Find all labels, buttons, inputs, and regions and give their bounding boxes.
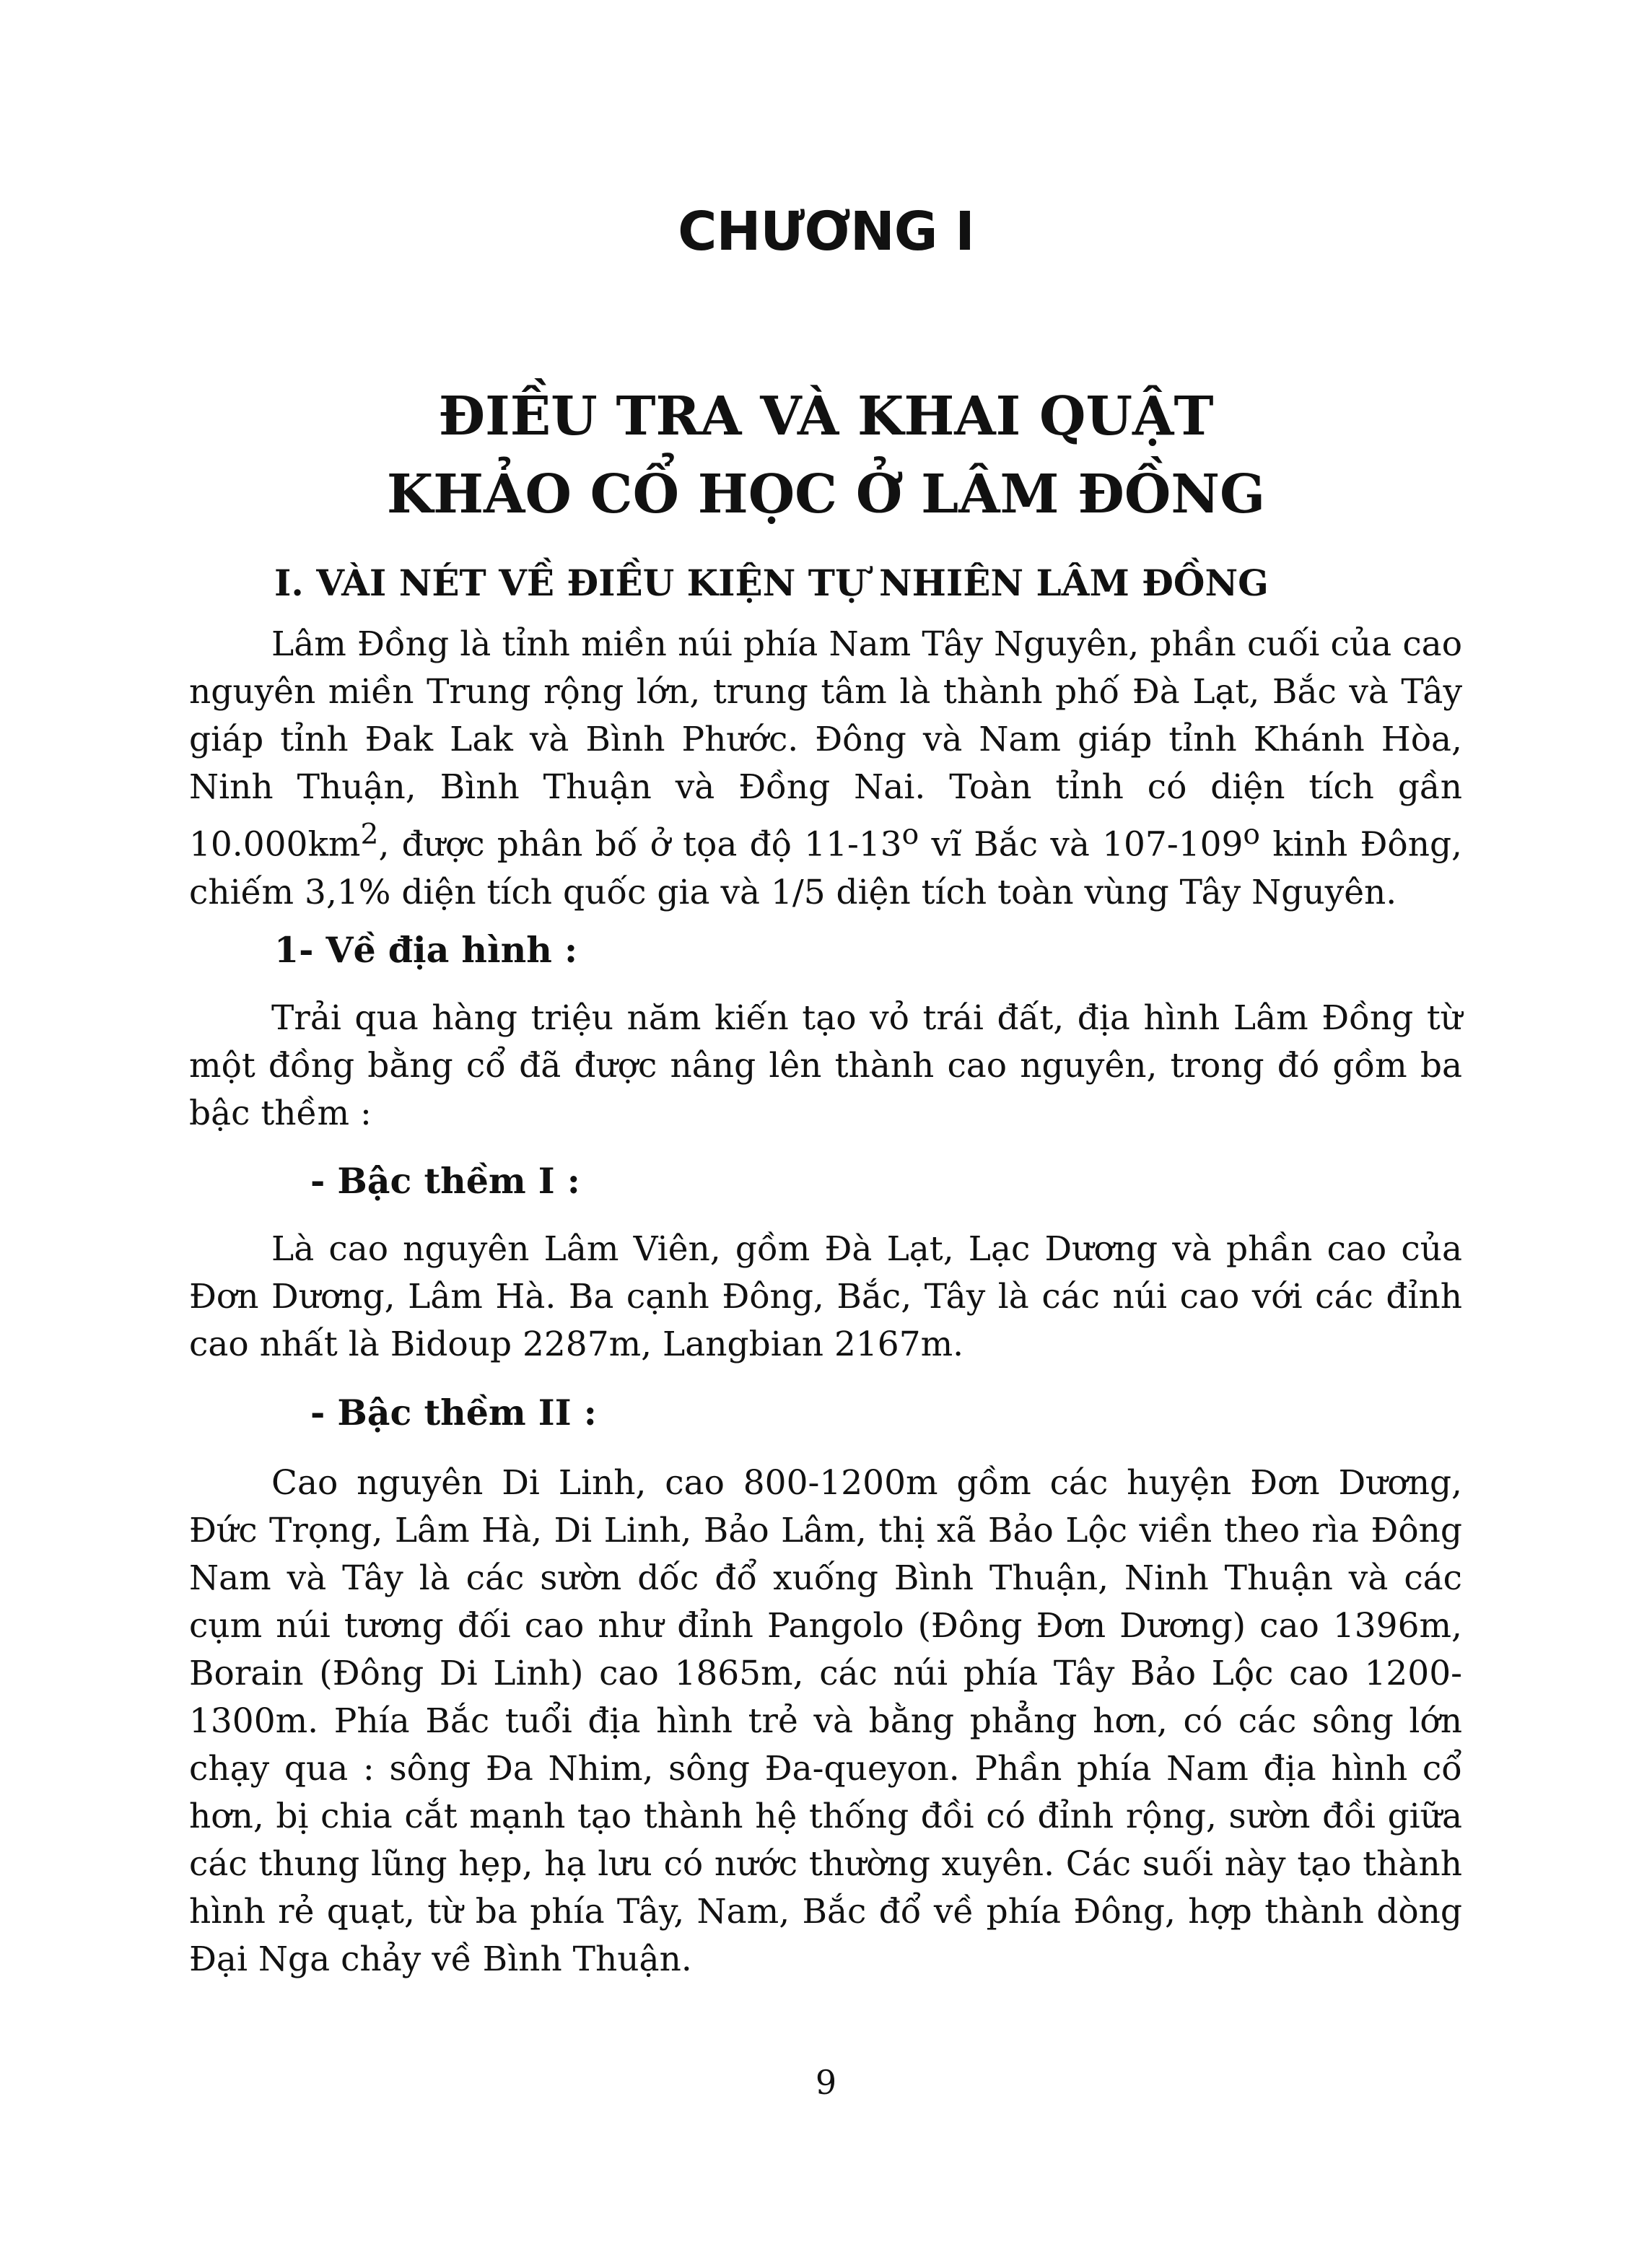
terrace-1-heading: - Bậc thềm I : bbox=[310, 1160, 580, 1202]
section-heading: I. VÀI NÉT VỀ ĐIỀU KIỆN TỰ NHIÊN LÂM ĐỒNG bbox=[274, 562, 1269, 604]
terrace-1-paragraph: Là cao nguyên Lâm Viên, gồm Đà Lạt, Lạc Dương và phần cao của Đơn Dương, Lâm Hà. Ba cạnh Đông, Bắc, Tây là các núi cao với các đỉnh cao nhất là Bidoup 2287m, Langbian 2167m. bbox=[189, 1229, 1462, 1364]
superscript-degree-2: o bbox=[1243, 819, 1260, 851]
terrace-2-heading: - Bậc thềm II : bbox=[310, 1392, 597, 1433]
intro-text-3: vĩ Bắc và 107-109 bbox=[919, 824, 1244, 865]
intro-text-4: kinh Đông, chiếm 3,1% diện tích quốc gia và 1/5 diện tích toàn vùng Tây Nguyên. bbox=[189, 824, 1462, 912]
chapter-title-line-1: ĐIỀU TRA VÀ KHAI QUẬT bbox=[438, 385, 1214, 448]
chapter-title-line-2: KHẢO CỔ HỌC Ở LÂM ĐỒNG bbox=[386, 463, 1266, 525]
chapter-label: CHƯƠNG I bbox=[678, 201, 974, 263]
page-number: 9 bbox=[815, 2063, 837, 2102]
intro-paragraph bbox=[189, 621, 1462, 917]
terrace-2-paragraph: Cao nguyên Di Linh, cao 800-1200m gồm các huyện Đơn Dương, Đức Trọng, Lâm Hà, Di Linh, Bảo Lâm, thị xã Bảo Lộc viền theo rìa Đông Nam và Tây là các sườn dốc đổ xuống Bình Thuận, Ninh Thuận và các cụm núi tương đối cao như đỉnh Pangolo (Đông Đơn Dương) cao 1396m, Borain (Đông Di Linh) cao 1865m, các núi phía Tây Bảo Lộc cao 1200-1300m. Phía Bắc tuổi địa hình trẻ và bằng phẳng hơn, có các sông lớn chạy qua : sông Đa Nhim, sông Đa-queyon. Phần phía Nam địa hình cổ hơn, bị chia cắt mạnh tạo thành hệ thống đồi có đỉnh rộng, sườn đồi giữa các thung lũng hẹp, hạ lưu có nước thường xuyên. Các suối này tạo thành hình rẻ quạt, từ ba phía Tây, Nam, Bắc đổ về phía Đông, hợp thành dòng Đại Nga chảy về Bình Thuận. bbox=[189, 1463, 1462, 1979]
terrain-paragraph: Trải qua hàng triệu năm kiến tạo vỏ trái đất, địa hình Lâm Đồng từ một đồng bằng cổ đã được nâng lên thành cao nguyên, trong đó gồm ba bậc thềm : bbox=[189, 998, 1462, 1133]
superscript-area-unit: 2 bbox=[360, 819, 379, 851]
intro-text-2: , được phân bố ở tọa độ 11-13 bbox=[378, 824, 902, 865]
terrain-heading: 1- Về địa hình : bbox=[274, 929, 578, 971]
intro-text-1: Lâm Đồng là tỉnh miền núi phía Nam Tây Nguyên, phần cuối của cao nguyên miền Trung rộng lớn, trung tâm là thành phố Đà Lạt, Bắc và Tây giáp tỉnh Đak Lak và Bình Phước. Đông và Nam giáp tỉnh Khánh Hòa, Ninh Thuận, Bình Thuận và Đồng Nai. Toàn tỉnh có diện tích gần 10.000km bbox=[189, 624, 1462, 865]
superscript-degree-1: o bbox=[901, 819, 919, 851]
